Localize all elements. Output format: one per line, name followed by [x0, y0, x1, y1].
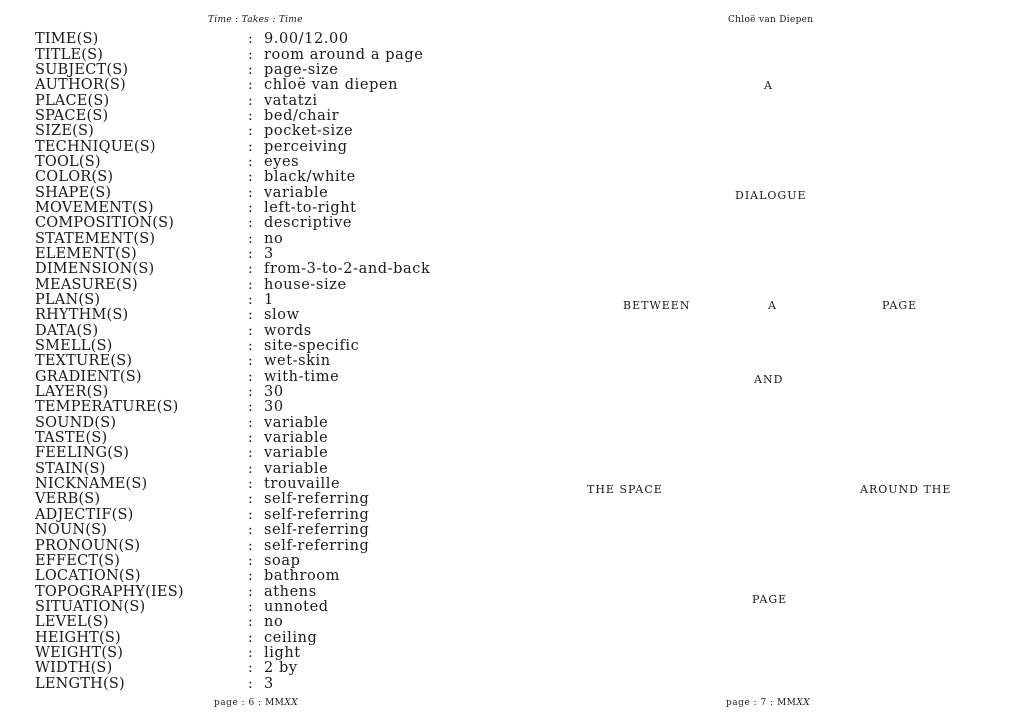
metadata-value: bathroom: [264, 568, 341, 585]
metadata-key: TITLE(S): [35, 46, 104, 63]
metadata-key: ELEMENT(S): [35, 245, 137, 262]
metadata-key: FEELING(S): [35, 445, 130, 462]
metadata-separator: :: [248, 46, 253, 63]
metadata-value: words: [264, 322, 312, 339]
metadata-row: [35, 569, 430, 584]
left-footer-suffix: XX: [284, 698, 299, 708]
metadata-value: variable: [264, 430, 329, 447]
metadata-separator: :: [248, 506, 253, 523]
metadata-separator: :: [248, 138, 253, 155]
metadata-row: [35, 523, 430, 538]
metadata-value: left-to-right: [264, 199, 357, 216]
metadata-separator: :: [248, 445, 253, 462]
metadata-key: STATEMENT(S): [35, 230, 156, 247]
metadata-key: TIME(S): [35, 31, 99, 48]
right-page-footer: [726, 698, 810, 708]
metadata-separator: :: [248, 476, 253, 493]
metadata-value: page-size: [264, 61, 339, 78]
metadata-key: HEIGHT(S): [35, 629, 121, 646]
word-a-top: A: [764, 79, 773, 92]
metadata-row: [35, 308, 430, 323]
metadata-row: [35, 278, 430, 293]
metadata-key: TEMPERATURE(S): [35, 399, 179, 416]
metadata-key: COMPOSITION(S): [35, 215, 175, 232]
metadata-row: [35, 554, 430, 569]
metadata-value: unnoted: [264, 598, 329, 615]
metadata-separator: :: [248, 414, 253, 431]
metadata-key: MOVEMENT(S): [35, 199, 154, 216]
metadata-row: [35, 646, 430, 661]
metadata-separator: :: [248, 245, 253, 262]
metadata-key: WIDTH(S): [35, 660, 113, 677]
metadata-value: bed/chair: [264, 107, 340, 124]
metadata-separator: :: [248, 77, 253, 94]
metadata-separator: :: [248, 629, 253, 646]
metadata-key: RHYTHM(S): [35, 307, 129, 324]
metadata-row: [35, 339, 430, 354]
metadata-separator: :: [248, 322, 253, 339]
metadata-separator: :: [248, 660, 253, 677]
metadata-row: [35, 370, 430, 385]
metadata-row: [35, 155, 430, 170]
metadata-value: wet-skin: [264, 353, 331, 370]
metadata-row: [35, 109, 430, 124]
metadata-key: LOCATION(S): [35, 568, 141, 585]
metadata-row: [35, 630, 430, 645]
metadata-separator: :: [248, 522, 253, 539]
metadata-value: chloë van diepen: [264, 77, 399, 94]
metadata-key: TOOL(S): [35, 153, 101, 170]
left-page-header: Time : Takes : Time: [208, 15, 303, 25]
metadata-row: [35, 247, 430, 262]
metadata-separator: :: [248, 92, 253, 109]
right-footer-suffix: XX: [796, 698, 811, 708]
metadata-key: WEIGHT(S): [35, 644, 124, 661]
word-a-middle: A: [768, 299, 777, 312]
metadata-row: [35, 185, 430, 200]
metadata-row: [35, 477, 430, 492]
metadata-separator: :: [248, 199, 253, 216]
metadata-separator: :: [248, 31, 253, 48]
metadata-separator: :: [248, 614, 253, 631]
metadata-row: [35, 78, 430, 93]
metadata-value: ceiling: [264, 629, 318, 646]
metadata-value: no: [264, 614, 284, 631]
metadata-row: [35, 508, 430, 523]
metadata-value: 30: [264, 384, 284, 401]
metadata-separator: :: [248, 598, 253, 615]
metadata-row: [35, 201, 430, 216]
metadata-value: vatatzi: [264, 92, 318, 109]
metadata-row: [35, 400, 430, 415]
metadata-separator: :: [248, 552, 253, 569]
metadata-separator: :: [248, 153, 253, 170]
metadata-row: [35, 600, 430, 615]
metadata-row: [35, 32, 430, 47]
metadata-row: [35, 462, 430, 477]
metadata-separator: :: [248, 61, 253, 78]
metadata-value: slow: [264, 307, 300, 324]
metadata-value: descriptive: [264, 215, 353, 232]
metadata-value: pocket-size: [264, 123, 354, 140]
metadata-row: [35, 63, 430, 78]
metadata-key: EFFECT(S): [35, 552, 121, 569]
metadata-value: self-referring: [264, 537, 370, 554]
metadata-value: athens: [264, 583, 317, 600]
metadata-value: black/white: [264, 169, 356, 186]
metadata-value: 2 by: [264, 660, 298, 677]
metadata-key: STAIN(S): [35, 460, 106, 477]
metadata-row: [35, 124, 430, 139]
metadata-key: MEASURE(S): [35, 276, 138, 293]
metadata-key: TEXTURE(S): [35, 353, 133, 370]
metadata-list: [35, 32, 430, 692]
word-around-the: AROUND THE: [860, 483, 952, 496]
metadata-separator: :: [248, 460, 253, 477]
metadata-row: [35, 216, 430, 231]
metadata-value: house-size: [264, 276, 347, 293]
metadata-separator: :: [248, 292, 253, 309]
metadata-key: SITUATION(S): [35, 598, 146, 615]
metadata-key: TASTE(S): [35, 430, 108, 447]
metadata-separator: :: [248, 169, 253, 186]
metadata-key: ADJECTIF(S): [35, 506, 134, 523]
metadata-separator: :: [248, 353, 253, 370]
metadata-separator: :: [248, 338, 253, 355]
metadata-key: PLACE(S): [35, 92, 110, 109]
metadata-separator: :: [248, 399, 253, 416]
metadata-separator: :: [248, 276, 253, 293]
metadata-key: SIZE(S): [35, 123, 94, 140]
metadata-key: PRONOUN(S): [35, 537, 141, 554]
metadata-row: [35, 139, 430, 154]
metadata-row: [35, 385, 430, 400]
metadata-separator: :: [248, 368, 253, 385]
metadata-separator: :: [248, 261, 253, 278]
metadata-value: 1: [264, 292, 274, 309]
metadata-separator: :: [248, 491, 253, 508]
metadata-value: variable: [264, 445, 329, 462]
metadata-key: LENGTH(S): [35, 675, 125, 692]
metadata-row: [35, 661, 430, 676]
metadata-row: [35, 293, 430, 308]
metadata-key: LAYER(S): [35, 384, 109, 401]
word-the-space: THE SPACE: [587, 483, 663, 496]
metadata-value: eyes: [264, 153, 300, 170]
metadata-row: [35, 170, 430, 185]
metadata-separator: :: [248, 583, 253, 600]
metadata-row: [35, 47, 430, 62]
metadata-key: DIMENSION(S): [35, 261, 155, 278]
metadata-row: [35, 538, 430, 553]
metadata-value: variable: [264, 460, 329, 477]
left-page-footer: [214, 698, 298, 708]
metadata-value: variable: [264, 184, 329, 201]
metadata-row: [35, 446, 430, 461]
metadata-key: TECHNIQUE(S): [35, 138, 156, 155]
metadata-separator: :: [248, 537, 253, 554]
left-footer-prefix: page : 6 : MM: [214, 698, 285, 708]
metadata-row: [35, 584, 430, 599]
metadata-key: COLOR(S): [35, 169, 114, 186]
metadata-key: SPACE(S): [35, 107, 109, 124]
metadata-key: SMELL(S): [35, 338, 113, 355]
metadata-separator: :: [248, 675, 253, 692]
metadata-separator: :: [248, 430, 253, 447]
metadata-value: no: [264, 230, 284, 247]
metadata-separator: :: [248, 184, 253, 201]
metadata-separator: :: [248, 568, 253, 585]
metadata-key: SHAPE(S): [35, 184, 112, 201]
metadata-separator: :: [248, 123, 253, 140]
metadata-separator: :: [248, 107, 253, 124]
right-page: [512, 0, 1024, 727]
word-page-bottom: PAGE: [752, 593, 788, 606]
metadata-value: trouvaille: [264, 476, 341, 493]
metadata-row: [35, 262, 430, 277]
metadata-separator: :: [248, 644, 253, 661]
metadata-key: GRADIENT(S): [35, 368, 142, 385]
metadata-value: 3: [264, 245, 274, 262]
word-and: AND: [754, 373, 784, 386]
metadata-key: TOPOGRAPHY(IES): [35, 583, 184, 600]
metadata-value: soap: [264, 552, 301, 569]
metadata-separator: :: [248, 384, 253, 401]
metadata-key: SOUND(S): [35, 414, 117, 431]
metadata-value: site-specific: [264, 338, 360, 355]
metadata-value: perceiving: [264, 138, 348, 155]
metadata-key: AUTHOR(S): [35, 77, 126, 94]
metadata-row: [35, 231, 430, 246]
right-page-header: Chloë van Diepen: [728, 15, 814, 25]
metadata-separator: :: [248, 230, 253, 247]
word-dialogue: DIALOGUE: [735, 189, 807, 202]
metadata-row: [35, 615, 430, 630]
word-page-middle: PAGE: [882, 299, 918, 312]
metadata-value: light: [264, 644, 301, 661]
metadata-row: [35, 324, 430, 339]
metadata-value: self-referring: [264, 506, 370, 523]
metadata-value: self-referring: [264, 522, 370, 539]
metadata-row: [35, 93, 430, 108]
word-between: BETWEEN: [623, 299, 691, 312]
metadata-value: 3: [264, 675, 274, 692]
metadata-value: room around a page: [264, 46, 424, 63]
metadata-separator: :: [248, 307, 253, 324]
metadata-row: [35, 492, 430, 507]
metadata-key: NOUN(S): [35, 522, 108, 539]
metadata-value: variable: [264, 414, 329, 431]
metadata-key: LEVEL(S): [35, 614, 109, 631]
metadata-row: [35, 676, 430, 691]
metadata-value: self-referring: [264, 491, 370, 508]
metadata-value: from-3-to-2-and-back: [264, 261, 431, 278]
metadata-value: 9.00/12.00: [264, 31, 349, 48]
metadata-value: with-time: [264, 368, 340, 385]
right-footer-prefix: page : 7 : MM: [726, 698, 797, 708]
metadata-key: DATA(S): [35, 322, 99, 339]
metadata-row: [35, 354, 430, 369]
metadata-row: [35, 431, 430, 446]
metadata-separator: :: [248, 215, 253, 232]
metadata-key: SUBJECT(S): [35, 61, 129, 78]
metadata-value: 30: [264, 399, 284, 416]
metadata-key: VERB(S): [35, 491, 101, 508]
metadata-key: NICKNAME(S): [35, 476, 148, 493]
metadata-row: [35, 416, 430, 431]
metadata-key: PLAN(S): [35, 292, 101, 309]
